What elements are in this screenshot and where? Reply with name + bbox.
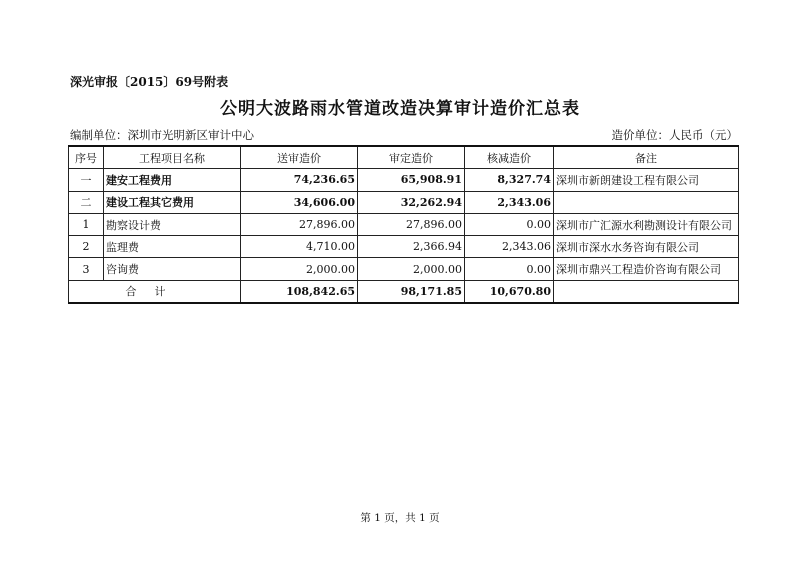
column-header-submitted: 送审造价 — [241, 146, 358, 169]
cell-name: 监理费 — [104, 236, 241, 258]
cell-name: 建设工程其它费用 — [104, 191, 241, 213]
cell-approved: 27,896.00 — [358, 213, 465, 235]
cost-summary-table — [68, 145, 739, 304]
cell-reduced: 8,327.74 — [465, 169, 554, 191]
cell-approved: 32,262.94 — [358, 191, 465, 213]
cell-approved: 2,366.94 — [358, 236, 465, 258]
column-header-no: 序号 — [69, 146, 104, 169]
total-approved: 98,171.85 — [358, 280, 465, 303]
cell-name: 咨询费 — [104, 258, 241, 280]
total-submitted: 108,842.65 — [241, 280, 358, 303]
cell-approved: 2,000.00 — [358, 258, 465, 280]
cell-submitted: 34,606.00 — [241, 191, 358, 213]
column-header-note: 备注 — [554, 146, 739, 169]
total-label: 合计 — [69, 280, 241, 303]
cell-note: 深圳市新朗建设工程有限公司 — [554, 169, 739, 191]
compiler-unit: 编制单位：深圳市光明新区审计中心 — [70, 128, 254, 142]
total-reduced: 10,670.80 — [465, 280, 554, 303]
document-reference: 深光审报〔2015〕69号附表 — [70, 75, 229, 89]
cell-approved: 65,908.91 — [358, 169, 465, 191]
cell-name: 建安工程费用 — [104, 169, 241, 191]
table-row — [69, 258, 739, 280]
cell-note: 深圳市鼎兴工程造价咨询有限公司 — [554, 258, 739, 280]
cell-no: 1 — [69, 213, 104, 235]
document-title: 公明大波路雨水管道改造决算审计造价汇总表 — [220, 99, 580, 119]
column-header-approved: 审定造价 — [358, 146, 465, 169]
table-total-row — [69, 280, 739, 303]
currency-unit: 造价单位：人民币（元） — [611, 128, 738, 142]
total-note — [554, 280, 739, 303]
cell-note: 深圳市深水水务咨询有限公司 — [554, 236, 739, 258]
cell-reduced: 0.00 — [465, 258, 554, 280]
cell-note: 深圳市广汇源水利勘测设计有限公司 — [554, 213, 739, 235]
table-row — [69, 169, 739, 191]
cell-reduced: 2,343.06 — [465, 191, 554, 213]
table-row — [69, 213, 739, 235]
table-header-row — [69, 146, 739, 169]
cell-reduced: 2,343.06 — [465, 236, 554, 258]
column-header-name: 工程项目名称 — [104, 146, 241, 169]
table-row — [69, 236, 739, 258]
cell-reduced: 0.00 — [465, 213, 554, 235]
cell-no: 2 — [69, 236, 104, 258]
cell-submitted: 2,000.00 — [241, 258, 358, 280]
cell-no: 3 — [69, 258, 104, 280]
cell-note — [554, 191, 739, 213]
cell-no: 一 — [69, 169, 104, 191]
cell-submitted: 27,896.00 — [241, 213, 358, 235]
cell-submitted: 4,710.00 — [241, 236, 358, 258]
cell-name: 勘察设计费 — [104, 213, 241, 235]
cell-no: 二 — [69, 191, 104, 213]
cell-submitted: 74,236.65 — [241, 169, 358, 191]
page-number: 第 1 页，共 1 页 — [360, 512, 440, 524]
table-row — [69, 191, 739, 213]
column-header-reduced: 核减造价 — [465, 146, 554, 169]
